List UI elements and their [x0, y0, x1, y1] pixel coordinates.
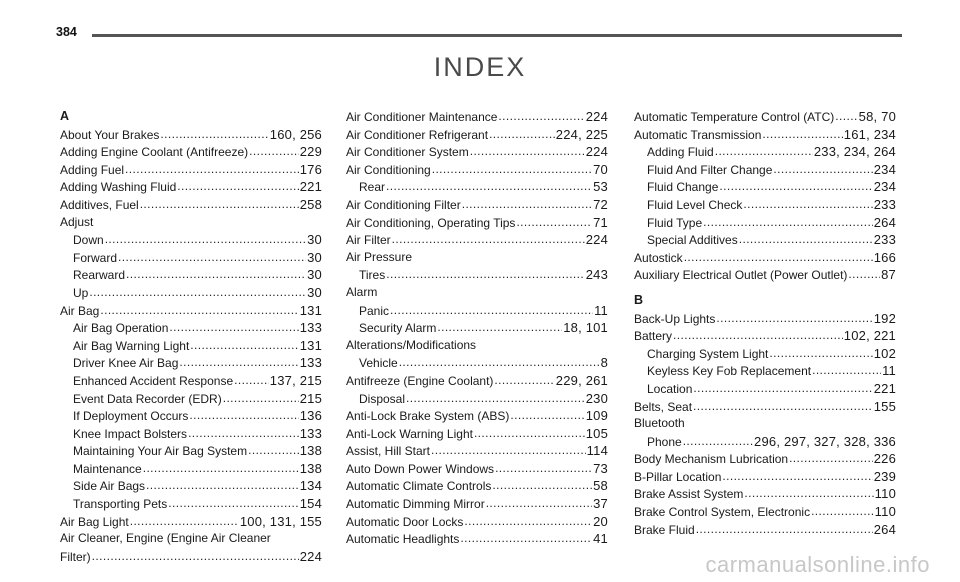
index-entry	[60, 161, 322, 179]
index-entry	[634, 266, 896, 284]
entry-text: Rearward	[73, 268, 126, 283]
entry-text: Air Conditioner System	[346, 145, 469, 160]
entry-text: Automatic Climate Controls	[346, 479, 492, 494]
dot-leader	[716, 310, 872, 322]
entry-text: Anti-Lock Warning Light	[346, 426, 473, 441]
entry-text: Additives, Fuel	[60, 197, 139, 212]
entry-pages: 73	[593, 460, 608, 476]
entry-text: Automatic Headlights	[346, 532, 460, 547]
index-subentry	[60, 337, 322, 355]
dot-leader	[470, 143, 585, 155]
entry-pages: 224	[585, 109, 608, 124]
index-entry	[634, 468, 896, 486]
dot-leader	[789, 450, 873, 462]
index-entry	[60, 548, 322, 566]
dot-leader	[715, 143, 813, 155]
entry-text: Charging System Light	[647, 346, 769, 361]
dot-leader	[848, 266, 880, 278]
entry-pages: 234	[873, 179, 896, 195]
index-heading: Alarm	[346, 284, 378, 299]
dot-leader	[693, 380, 872, 392]
dot-leader	[392, 231, 585, 243]
entry-text: Fluid Level Check	[647, 197, 743, 212]
index-subentry	[60, 266, 322, 284]
entry-text: Air Conditioning, Operating Tips	[346, 215, 516, 230]
entry-text: Automatic Door Locks	[346, 514, 464, 529]
entry-pages: 264	[873, 214, 896, 230]
entry-text: Special Additives	[647, 233, 738, 248]
index-subentry	[60, 390, 322, 408]
entry-pages: 221	[873, 380, 896, 396]
entry-pages: 138	[299, 443, 322, 459]
entry-pages: 258	[299, 196, 322, 212]
dot-leader	[169, 319, 298, 331]
dot-leader	[160, 126, 268, 138]
dot-leader	[835, 108, 857, 120]
entry-text: Air Conditioning Filter	[346, 197, 461, 212]
entry-pages: 233, 234, 264	[813, 144, 896, 160]
entry-pages: 243	[585, 267, 608, 283]
index-subentry	[60, 442, 322, 460]
entry-text: Knee Impact Bolsters	[73, 426, 188, 441]
entry-text: Tires	[359, 268, 386, 283]
index-entry	[346, 495, 608, 513]
entry-text: B-Pillar Location	[634, 469, 722, 484]
entry-text: Automatic Transmission	[634, 127, 762, 142]
entry-text: Filter)	[60, 549, 91, 564]
dot-leader	[811, 503, 874, 515]
entry-pages: 110	[874, 504, 896, 520]
entry-pages: 221	[299, 179, 322, 195]
index-column-2	[346, 108, 608, 548]
entry-text: Anti-Lock Brake System (ABS)	[346, 409, 510, 424]
dot-leader	[437, 319, 562, 331]
entry-pages: 37	[593, 496, 608, 512]
entry-pages: 176	[299, 161, 322, 177]
page-title: INDEX	[433, 52, 527, 82]
entry-pages: 229	[299, 144, 322, 160]
dot-leader	[516, 214, 592, 226]
index-entry	[346, 231, 608, 249]
entry-text: Side Air Bags	[73, 479, 146, 494]
entry-text: Fluid Type	[647, 215, 703, 230]
dot-leader	[386, 266, 584, 278]
entry-text: Phone	[647, 434, 682, 449]
entry-text: Auxiliary Electrical Outlet (Power Outlet)	[634, 268, 848, 283]
entry-pages: 114	[586, 443, 608, 459]
entry-pages: 154	[299, 496, 322, 512]
index-entry	[346, 442, 608, 460]
dot-leader	[744, 485, 873, 497]
index-subentry	[346, 319, 608, 337]
dot-leader	[510, 407, 584, 419]
section-letter: B	[634, 292, 644, 307]
watermark: carmanualsonline.info	[705, 552, 930, 577]
entry-pages: 87	[881, 267, 896, 283]
index-heading: Alterations/Modifications	[346, 337, 477, 352]
entry-pages: 229, 261	[555, 372, 608, 388]
entry-text: Forward	[73, 250, 118, 265]
dot-leader	[249, 143, 299, 155]
index-subentry	[634, 178, 896, 196]
index-subentry	[634, 231, 896, 249]
index-subentry	[60, 477, 322, 495]
entry-pages: 264	[873, 521, 896, 537]
dot-leader	[769, 345, 872, 357]
entry-pages: 166	[873, 249, 896, 265]
index-subentry	[60, 460, 322, 478]
index-entry	[60, 126, 322, 144]
dot-leader	[118, 249, 306, 261]
index-entry	[634, 398, 896, 416]
entry-pages: 72	[593, 196, 608, 212]
dot-leader	[762, 126, 842, 138]
dot-leader	[234, 372, 269, 384]
entry-pages: 138	[299, 460, 322, 476]
index-subentry	[346, 178, 608, 196]
entry-text: Transporting Pets	[73, 497, 168, 512]
entry-text: Rear	[359, 180, 386, 195]
dot-leader	[673, 327, 843, 339]
entry-pages: 109	[585, 408, 608, 424]
dot-leader	[743, 196, 872, 208]
entry-text: Driver Knee Air Bag	[73, 356, 179, 371]
entry-pages: 102, 221	[843, 328, 896, 344]
entry-pages: 239	[873, 468, 896, 484]
entry-pages: 131	[299, 302, 322, 318]
index-heading: Adjust	[60, 214, 94, 229]
index-entry	[346, 407, 608, 425]
dot-leader	[703, 214, 873, 226]
entry-text: Assist, Hill Start	[346, 444, 431, 459]
index-subentry	[60, 319, 322, 337]
index-entry	[346, 425, 608, 443]
dot-leader	[498, 108, 584, 120]
dot-leader	[719, 178, 872, 190]
index-subentry	[634, 196, 896, 214]
dot-leader	[143, 460, 299, 472]
entry-pages: 226	[873, 451, 896, 467]
entry-text: Adding Fuel	[60, 162, 125, 177]
dot-leader	[179, 354, 298, 366]
entry-pages: 131	[299, 337, 322, 353]
entry-pages: 161, 234	[843, 126, 896, 142]
index-entry	[346, 108, 608, 126]
page-number: 384	[56, 25, 77, 39]
entry-pages: 70	[593, 161, 608, 177]
index-entry	[346, 513, 608, 531]
index-entry	[346, 143, 608, 161]
dot-leader	[489, 126, 555, 138]
index-entry	[634, 503, 896, 521]
entry-pages: 230	[585, 390, 608, 406]
dot-leader	[773, 161, 872, 173]
dot-leader	[125, 161, 299, 173]
entry-text: Antifreeze (Engine Coolant)	[346, 373, 494, 388]
index-subentry	[346, 266, 608, 284]
entry-text: Security Alarm	[359, 321, 437, 336]
entry-text: Enhanced Accident Response	[73, 373, 234, 388]
entry-text: Air Conditioner Refrigerant	[346, 127, 489, 142]
entry-pages: 133	[299, 355, 322, 371]
entry-text: Disposal	[359, 391, 406, 406]
index-entry	[634, 126, 896, 144]
index-subentry	[634, 161, 896, 179]
dot-leader	[92, 548, 299, 560]
entry-text: Battery	[634, 329, 673, 344]
entry-text: Air Bag Operation	[73, 321, 169, 336]
index-entry	[60, 513, 322, 531]
entry-text: Adding Washing Fluid	[60, 180, 177, 195]
entry-pages: 102	[873, 345, 896, 361]
index-entry	[634, 450, 896, 468]
index-entry	[346, 460, 608, 478]
entry-text: Location	[647, 381, 693, 396]
entry-pages: 160, 256	[269, 126, 322, 142]
dot-leader	[386, 178, 592, 190]
entry-text: Auto Down Power Windows	[346, 461, 495, 476]
entry-pages: 30	[307, 267, 322, 283]
entry-pages: 71	[593, 214, 608, 230]
index-entry	[346, 372, 608, 390]
index-subentry	[60, 495, 322, 513]
dot-leader	[684, 249, 873, 261]
entry-text: Air Filter	[346, 233, 391, 248]
dot-leader	[188, 425, 299, 437]
dot-leader	[248, 442, 299, 454]
entry-pages: 133	[299, 425, 322, 441]
dot-leader	[462, 196, 592, 208]
entry-pages: 136	[299, 408, 322, 424]
index-subentry	[634, 362, 896, 380]
entry-text: Automatic Temperature Control (ATC)	[634, 110, 835, 124]
entry-text: Body Mechanism Lubrication	[634, 452, 789, 467]
entry-pages: 41	[593, 531, 608, 547]
entry-text: Air Bag Warning Light	[73, 338, 190, 353]
entry-pages: 100, 131, 155	[239, 513, 322, 529]
index-subentry	[634, 380, 896, 398]
entry-pages: 234	[873, 161, 896, 177]
index-entry	[346, 196, 608, 214]
dot-leader	[146, 477, 299, 489]
entry-pages: 11	[594, 302, 608, 318]
index-entry	[346, 530, 608, 548]
dot-leader	[812, 362, 881, 374]
index-entry	[346, 477, 608, 495]
entry-text: Adding Engine Coolant (Antifreeze)	[60, 145, 249, 160]
index-entry	[634, 108, 896, 126]
entry-text: Fluid And Filter Change	[647, 162, 773, 177]
dot-leader	[722, 468, 872, 480]
dot-leader	[399, 354, 600, 366]
entry-text: Keyless Key Fob Replacement	[647, 364, 812, 379]
dot-leader	[431, 442, 586, 454]
entry-text: Down	[73, 233, 104, 248]
entry-text: Back-Up Lights	[634, 311, 716, 326]
entry-text: Air Conditioner Maintenance	[346, 110, 498, 124]
index-entry	[346, 161, 608, 179]
index-column-1	[60, 108, 322, 565]
entry-pages: 30	[307, 284, 322, 300]
entry-pages: 233	[873, 232, 896, 248]
index-subentry	[60, 425, 322, 443]
entry-text: Adding Fluid	[647, 145, 714, 160]
dot-leader	[406, 390, 585, 402]
entry-pages: 224	[585, 144, 608, 160]
index-heading: Bluetooth	[634, 416, 685, 431]
dot-leader	[189, 407, 298, 419]
index-subentry	[60, 284, 322, 302]
dot-leader	[89, 284, 306, 296]
index-subentry	[634, 433, 896, 451]
dot-leader	[100, 302, 298, 314]
dot-leader	[177, 178, 298, 190]
entry-pages: 20	[593, 513, 608, 529]
index-entry	[60, 143, 322, 161]
index-subentry	[634, 214, 896, 232]
dot-leader	[460, 530, 592, 542]
index-subentry	[60, 407, 322, 425]
dot-leader	[168, 495, 298, 507]
entry-pages: 224	[299, 548, 322, 564]
entry-pages: 58, 70	[858, 109, 896, 124]
entry-text: Brake Fluid	[634, 522, 695, 537]
entry-text: If Deployment Occurs	[73, 409, 189, 424]
entry-text: Automatic Dimming Mirror	[346, 497, 485, 512]
dot-leader	[105, 231, 306, 243]
entry-pages: 105	[585, 425, 608, 441]
dot-leader	[432, 161, 592, 173]
index-subentry	[60, 354, 322, 372]
dot-leader	[494, 372, 554, 384]
index-subentry	[634, 143, 896, 161]
dot-leader	[474, 425, 585, 437]
dot-leader	[495, 460, 592, 472]
index-heading: Air Pressure	[346, 249, 413, 264]
entry-pages: 53	[593, 179, 608, 195]
index-subentry	[60, 231, 322, 249]
header-rule	[92, 34, 902, 37]
entry-text: Maintenance	[73, 461, 142, 476]
entry-pages: 30	[307, 232, 322, 248]
index-entry	[60, 178, 322, 196]
entry-pages: 30	[307, 249, 322, 265]
entry-text: Brake Assist System	[634, 487, 744, 502]
dot-leader	[696, 521, 873, 533]
entry-pages: 215	[299, 390, 322, 406]
dot-leader	[190, 337, 298, 349]
entry-pages: 134	[299, 478, 322, 494]
entry-text: Fluid Change	[647, 180, 719, 195]
entry-pages: 192	[873, 310, 896, 326]
entry-pages: 58	[593, 478, 608, 494]
entry-text: Brake Control System, Electronic	[634, 505, 811, 520]
section-letter: A	[60, 109, 70, 123]
index-subentry	[346, 302, 608, 320]
entry-text: Vehicle	[359, 356, 398, 371]
index-entry	[634, 327, 896, 345]
entry-text: Up	[73, 285, 89, 300]
dot-leader	[223, 390, 299, 402]
entry-pages: 224	[585, 232, 608, 248]
index-entry	[60, 196, 322, 214]
index-subentry	[346, 390, 608, 408]
entry-pages: 8	[600, 355, 608, 371]
index-entry	[634, 521, 896, 539]
dot-leader	[492, 477, 592, 489]
index-subentry	[60, 249, 322, 267]
entry-text: Event Data Recorder (EDR)	[73, 391, 222, 406]
dot-leader	[126, 266, 306, 278]
index-entry	[346, 214, 608, 232]
dot-leader	[464, 513, 592, 525]
dot-leader	[130, 513, 239, 525]
index-subentry	[60, 372, 322, 390]
index-entry	[634, 485, 896, 503]
index-column-3	[634, 108, 896, 538]
entry-pages: 233	[873, 196, 896, 212]
index-entry	[60, 302, 322, 320]
entry-text: Panic	[359, 303, 390, 318]
entry-pages: 18, 101	[563, 320, 608, 336]
entry-pages: 137, 215	[269, 372, 322, 388]
index-heading: Air Cleaner, Engine (Engine Air Cleaner	[60, 531, 271, 546]
entry-text: Air Bag	[60, 303, 100, 318]
entry-pages: 11	[882, 363, 896, 379]
index-subentry	[634, 345, 896, 363]
dot-leader	[693, 398, 873, 410]
index-subentry	[346, 354, 608, 372]
entry-pages: 155	[873, 398, 896, 414]
index-entry	[634, 310, 896, 328]
entry-text: Air Conditioning	[346, 162, 431, 177]
entry-text: Air Bag Light	[60, 514, 129, 529]
index-entry	[346, 126, 608, 144]
dot-leader	[486, 495, 592, 507]
entry-text: About Your Brakes	[60, 127, 160, 142]
entry-pages: 133	[299, 320, 322, 336]
index-entry	[634, 249, 896, 267]
dot-leader	[683, 433, 753, 445]
entry-pages: 110	[874, 486, 896, 502]
dot-leader	[390, 302, 593, 314]
entry-text: Belts, Seat	[634, 399, 693, 414]
dot-leader	[140, 196, 299, 208]
entry-text: Maintaining Your Air Bag System	[73, 444, 248, 459]
entry-text: Autostick	[634, 250, 683, 265]
entry-pages: 224, 225	[555, 126, 608, 142]
dot-leader	[739, 231, 873, 243]
entry-pages: 296, 297, 327, 328, 336	[754, 433, 896, 449]
